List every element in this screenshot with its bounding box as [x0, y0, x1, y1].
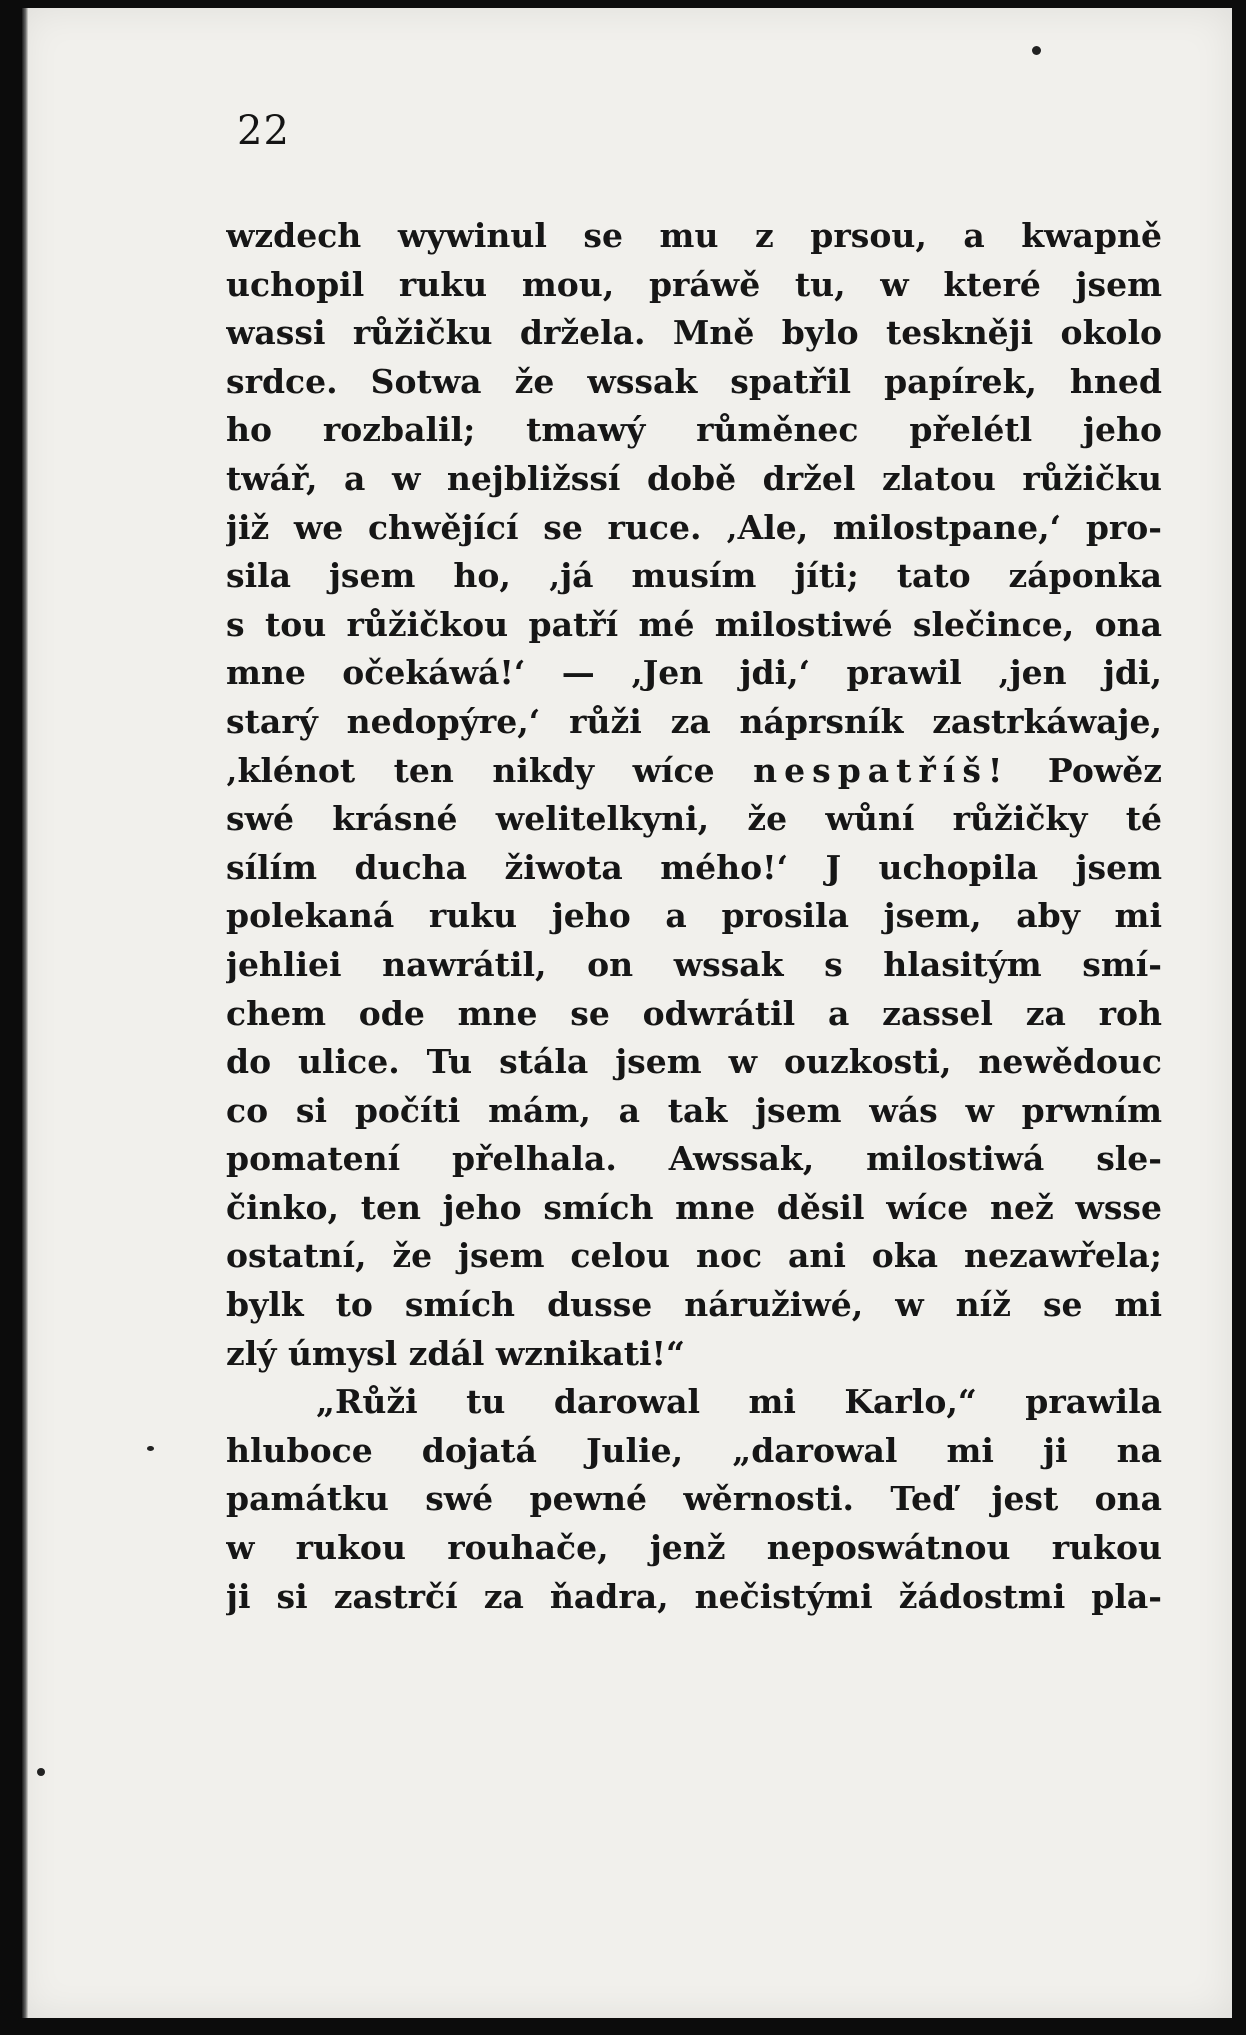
text-line: již we chwějící se ruce. ‚Ale, milostpane,‘ pro-	[226, 507, 1162, 547]
text-line: swé krásné welitelkyni, že wůní růžičky té	[226, 799, 1162, 839]
text-line: hluboce dojatá Julie, „darowal mi ji na	[226, 1430, 1162, 1470]
text-line: co si počíti mám, a tak jsem wás w prwním	[226, 1090, 1162, 1130]
text-line: sila jsem ho, ‚já musím jíti; tato záponka	[226, 556, 1162, 596]
text-line: uchopil ruku mou, práwě tu, w které jsem	[226, 264, 1162, 304]
ink-speck	[37, 1768, 45, 1776]
text-line: wassi růžičku držela. Mně bylo teskněji okolo	[226, 313, 1162, 353]
text-line-with-spaced-word	[226, 747, 1162, 796]
ink-speck	[1032, 46, 1041, 55]
text-line: činko, ten jeho smích mne děsil wíce než wsse	[226, 1187, 1162, 1227]
text-line: ji si zastrčí za ňadra, nečistými žádostmi pla-	[226, 1576, 1162, 1616]
text-line: do ulice. Tu stála jsem w ouzkosti, newědouc	[226, 1042, 1162, 1082]
text-fragment: Powěz	[1009, 750, 1162, 790]
text-line: sílím ducha žiwota mého!‘ J uchopila jsem	[226, 847, 1162, 887]
text-line: wzdech wywinul se mu z prsou, a kwapně	[226, 216, 1162, 255]
text-line: bylk to smích dusse náružiwé, w níž se mi	[226, 1285, 1162, 1325]
book-page	[22, 8, 1232, 2018]
text-line: s tou růžičkou patří mé milostiwé slečince, ona	[226, 604, 1162, 644]
text-line: pomatení přelhala. Awssak, milostiwá sle-	[226, 1139, 1162, 1179]
text-line: památku swé pewné wěrnosti. Teď jest ona	[226, 1479, 1162, 1519]
text-line: ho rozbalil; tmawý růměnec přelétl jeho	[226, 410, 1162, 450]
emphasized-spaced-word: nespatříš!	[753, 750, 1010, 790]
text-line-paragraph-end: zlý úmysl zdál wznikati!“	[226, 1333, 686, 1373]
text-line-paragraph-start: „Růži tu darowal mi Karlo,“ prawila	[316, 1382, 1162, 1422]
ink-speck	[147, 1446, 154, 1451]
page-spine-edge	[22, 8, 28, 2018]
text-line: mne očekáwá!‘ — ‚Jen jdi,‘ prawil ‚jen jdi,	[226, 653, 1162, 693]
text-fragment: ‚klénot ten nikdy wíce	[226, 750, 754, 790]
text-line: twář, a w nejbližssí době držel zlatou růžičku	[226, 458, 1162, 498]
text-line: jehliei nawrátil, on wssak s hlasitým smí-	[226, 944, 1162, 984]
page-number: 22	[237, 108, 290, 154]
text-line: chem ode mne se odwrátil a zassel za roh	[226, 993, 1162, 1033]
text-line: srdce. Sotwa že wssak spatřil papírek, hned	[226, 361, 1162, 401]
text-line: starý nedopýre,‘ růži za náprsník zastrkáwaje,	[226, 701, 1162, 741]
text-line: w rukou rouhače, jenž neposwátnou rukou	[226, 1528, 1162, 1568]
text-line: polekaná ruku jeho a prosila jsem, aby mi	[226, 896, 1162, 936]
text-line: ostatní, že jsem celou noc ani oka nezawřela;	[226, 1236, 1162, 1276]
body-text	[226, 212, 1162, 1621]
